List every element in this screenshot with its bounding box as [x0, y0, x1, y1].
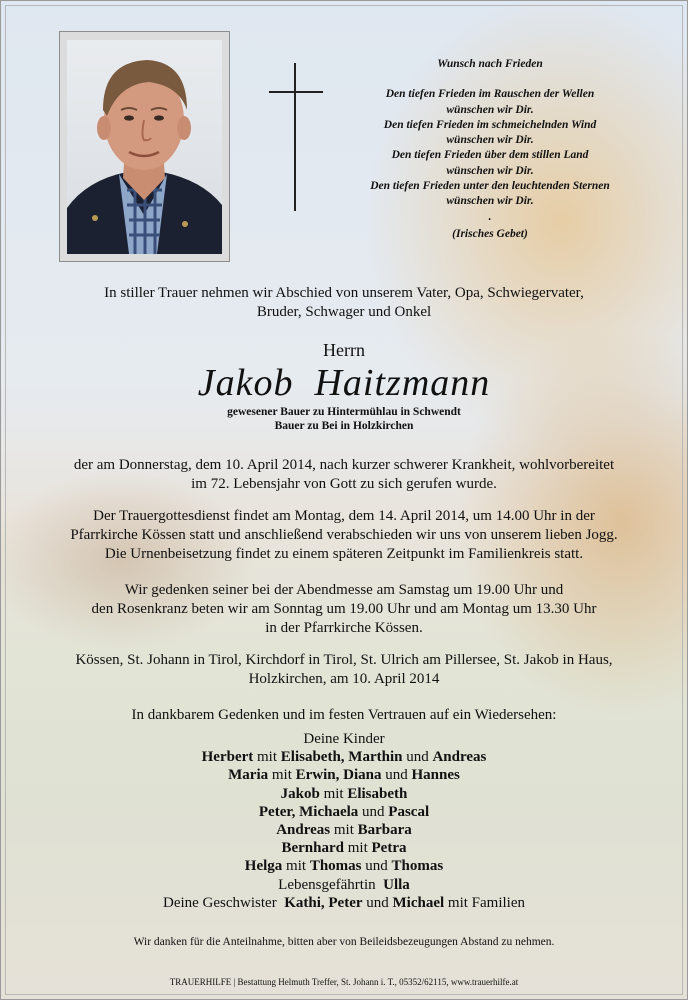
portrait-illustration — [67, 40, 222, 254]
family-connector: mit — [268, 767, 296, 784]
funeral-line: Pfarrkirche Kössen statt und anschließend verabschieden wir uns von unserem lieben Jogg. — [70, 527, 618, 543]
family-member-name: Erwin, Diana — [295, 767, 382, 784]
death-notice-line: im 72. Lebensjahr von Gott zu sich gerufen wurde. — [191, 476, 497, 492]
family-row — [1, 803, 687, 821]
intro-line: In stiller Trauer nehmen wir Abschied von unserem Vater, Opa, Schwiegervater, — [104, 285, 584, 301]
prayer-line: Wir gedenken seiner bei der Abendmesse am Samstag um 19.00 Uhr und — [124, 582, 564, 598]
prayer-line: den Rosenkranz beten wir am Sonntag um 19.00 Uhr und am Montag um 13.30 Uhr — [91, 601, 597, 617]
family-connector: und — [358, 803, 389, 820]
prayer-info — [1, 581, 687, 638]
family-member-name: Bernhard — [281, 840, 344, 857]
poem-line: Den tiefen Frieden im schmeichelnden Wind — [383, 118, 597, 131]
portrait-photo — [67, 40, 222, 254]
funeral-line: Die Urnenbeisetzung findet zu einem späteren Zeitpunkt im Familienkreis statt. — [104, 546, 584, 562]
family-member-name: Andreas — [432, 749, 487, 766]
portrait-frame — [59, 31, 230, 262]
funeral-info — [1, 507, 687, 564]
family-connector: Deine Geschwister — [162, 894, 285, 911]
family-member-name: Jakob — [280, 785, 320, 802]
family-member-name: Hannes — [411, 767, 460, 784]
poem-title: Wunsch nach Frieden — [437, 58, 543, 70]
description-line: gewesener Bauer zu Hintermühlau in Schwendt — [227, 406, 461, 418]
family-row — [1, 785, 687, 803]
family-member-name: Thomas — [309, 858, 362, 875]
family-member-name: Barbara — [357, 822, 412, 839]
family-member-name: Andreas — [276, 822, 331, 839]
family-member-name: Ulla — [383, 876, 410, 893]
family-member-name: Peter, Michaela — [258, 803, 359, 820]
cross-vertical — [294, 63, 296, 211]
family-connector: und — [402, 749, 433, 766]
poem-line: wünschen wir Dir. — [446, 164, 534, 177]
family-member-name: Elisabeth, Marthin — [280, 749, 403, 766]
death-notice-line: der am Donnerstag, dem 10. April 2014, nach kurzer schwerer Krankheit, wohlvorbereitet — [73, 457, 615, 473]
family-list — [1, 730, 687, 912]
death-notice — [1, 456, 687, 494]
family-row — [1, 748, 687, 766]
prayer-line: in der Pfarrkirche Kössen. — [265, 620, 423, 636]
family-row — [1, 839, 687, 857]
family-member-name: Thomas — [391, 858, 444, 875]
family-connector: und — [361, 858, 392, 875]
family-connector: Lebensgefährtin — [278, 876, 384, 893]
places-date — [1, 651, 687, 689]
family-row — [1, 766, 687, 784]
family-connector: mit — [330, 822, 358, 839]
family-row — [1, 857, 687, 875]
family-connector: mit — [282, 858, 310, 875]
poem-line: wünschen wir Dir. — [446, 103, 534, 116]
poem-block — [323, 57, 657, 242]
family-connector: und — [381, 767, 412, 784]
cross-horizontal — [269, 91, 323, 93]
places-line: Kössen, St. Johann in Tirol, Kirchdorf in Tirol, St. Ulrich am Pillersee, St. Jakob in Haus, — [75, 652, 613, 668]
family-member-name: Petra — [371, 840, 407, 857]
places-line: Holzkirchen, am 10. April 2014 — [248, 671, 440, 687]
funeral-line: Der Trauergottesdienst findet am Montag, dem 14. April 2014, um 14.00 Uhr in der — [93, 508, 595, 524]
intro-line: Bruder, Schwager und Onkel — [256, 304, 432, 320]
intro-text — [1, 284, 687, 322]
poem-line: wünschen wir Dir. — [446, 195, 534, 208]
salutation: Herrn — [323, 340, 365, 360]
family-member-name: Helga — [244, 858, 283, 875]
family-member-name: Pascal — [388, 803, 430, 820]
family-row — [1, 894, 687, 912]
family-member-name: Kathi, Peter — [284, 894, 363, 911]
poem-line: wünschen wir Dir. — [446, 134, 534, 147]
family-rows — [1, 748, 687, 912]
kids-heading: Deine Kinder — [303, 731, 385, 747]
footer-credit: TRAUERHILFE | Bestattung Helmuth Treffer, St. Johann i. T., 05352/62115, www.trauerhilfe.at — [169, 977, 519, 987]
family-connector: und — [362, 894, 393, 911]
remembrance-text: In dankbarem Gedenken und im festen Vertrauen auf ein Wiedersehen: — [131, 707, 557, 723]
poem-line: Den tiefen Frieden unter den leuchtenden Sternen — [370, 180, 610, 193]
poem-source: (Irisches Gebet) — [452, 227, 528, 240]
family-member-name: Herbert — [201, 749, 254, 766]
family-member-name: Elisabeth — [347, 785, 408, 802]
poem-line: Den tiefen Frieden über dem stillen Land — [391, 149, 589, 162]
poem-line: Den tiefen Frieden im Rauschen der Wellen — [385, 88, 595, 101]
thanks-note: Wir danken für die Anteilnahme, bitten aber von Beileidsbezeugungen Abstand zu nehmen. — [133, 936, 555, 948]
family-row — [1, 876, 687, 894]
family-connector: mit — [319, 785, 348, 802]
description-line: Bauer zu Bei in Holzkirchen — [274, 420, 414, 432]
family-member-name: Michael — [392, 894, 445, 911]
family-connector: mit — [344, 840, 372, 857]
family-connector: mit Familien — [444, 894, 526, 911]
description — [1, 405, 687, 433]
family-member-name: Maria — [228, 767, 269, 784]
poem-line: . — [488, 210, 492, 223]
deceased-name: Jakob Haitzmann — [197, 362, 491, 404]
family-row — [1, 821, 687, 839]
family-connector: mit — [253, 749, 281, 766]
